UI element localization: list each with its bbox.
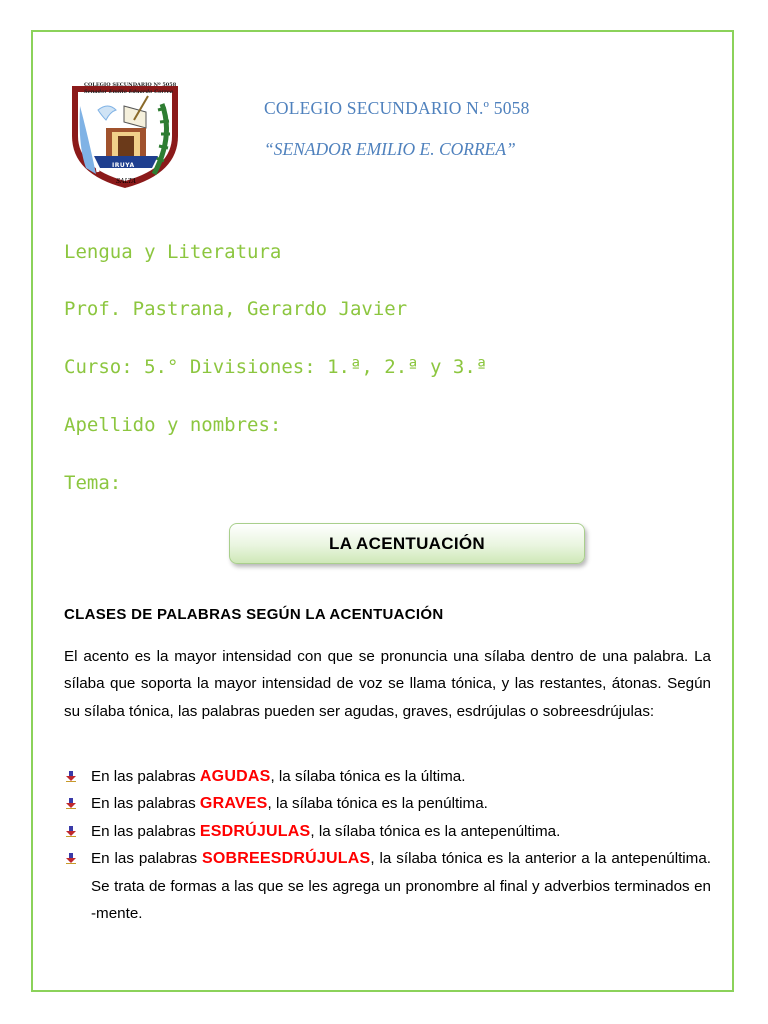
bullet-text-before: En las palabras — [91, 850, 203, 868]
arrow-bullet-icon — [66, 798, 76, 809]
title-box — [229, 523, 585, 564]
arrow-bullet-icon — [66, 826, 76, 837]
school-motto: “SENADOR EMILIO E. CORREA” — [264, 139, 516, 159]
crest-salta-text: SALTA — [116, 178, 136, 185]
keyword-sobreesdrujulas: SOBREESDRÚJULAS — [202, 850, 371, 868]
bullet-list — [64, 763, 711, 927]
bullet-text-after: , la sílaba tónica es la anterior a la antepenúltima. Se trata de formas a las que se les agrega un pronombre al final y adverbios terminados en -mente. — [91, 850, 711, 923]
subject-field: Lengua y Literatura — [64, 241, 282, 263]
bullet-text-before: En las palabras — [91, 795, 200, 813]
bullet-text-after: , la sílaba tónica es la última. — [270, 768, 466, 785]
topic-field: Tema: — [64, 472, 122, 494]
intro-paragraph: El acento es la mayor intensidad con que se pronuncia una sílaba dentro de una palabra. La sílaba que soporta la mayor intensidad de voz se llama tónica, y las restantes, átonas. Según su sílaba tónica, las palabras pueden ser agudas, graves, esdrújulas o sobreesdrújulas: — [64, 648, 711, 720]
school-name: COLEGIO SECUNDARIO N.º 5058 — [264, 98, 530, 118]
crest-iruya-text: IRUYA — [112, 162, 135, 169]
list-item — [64, 763, 711, 790]
crest-sub-text: Senador Emilio Eduardo Correa — [84, 89, 174, 95]
list-item — [64, 818, 711, 845]
bullet-text-before: En las palabras — [91, 822, 200, 840]
bullet-text-after: , la sílaba tónica es la antepenúltima. — [310, 822, 561, 840]
teacher-field: Prof. Pastrana, Gerardo Javier — [64, 298, 408, 320]
keyword-graves: GRAVES — [199, 795, 268, 813]
keyword-esdrujulas: ESDRÚJULAS — [199, 822, 311, 840]
section-heading: CLASES DE PALABRAS SEGÚN LA ACENTUACIÓN — [64, 606, 444, 623]
crest-top-text: COLEGIO SECUNDARIO Nº 5058 — [84, 82, 177, 88]
course-field: Curso: 5.° Divisiones: 1.ª, 2.ª y 3.ª — [64, 356, 488, 378]
document-title: LA ACENTUACIÓN — [329, 533, 485, 553]
list-item — [64, 790, 711, 817]
list-item — [64, 845, 711, 927]
keyword-agudas: AGUDAS — [199, 768, 271, 785]
arrow-bullet-icon — [66, 853, 76, 864]
arrow-bullet-icon — [66, 771, 76, 782]
student-name-field: Apellido y nombres: — [64, 414, 282, 436]
school-crest-icon — [66, 76, 184, 190]
bullet-text-after: , la sílaba tónica es la penúltima. — [267, 795, 488, 813]
bullet-text-before: En las palabras — [91, 768, 200, 785]
